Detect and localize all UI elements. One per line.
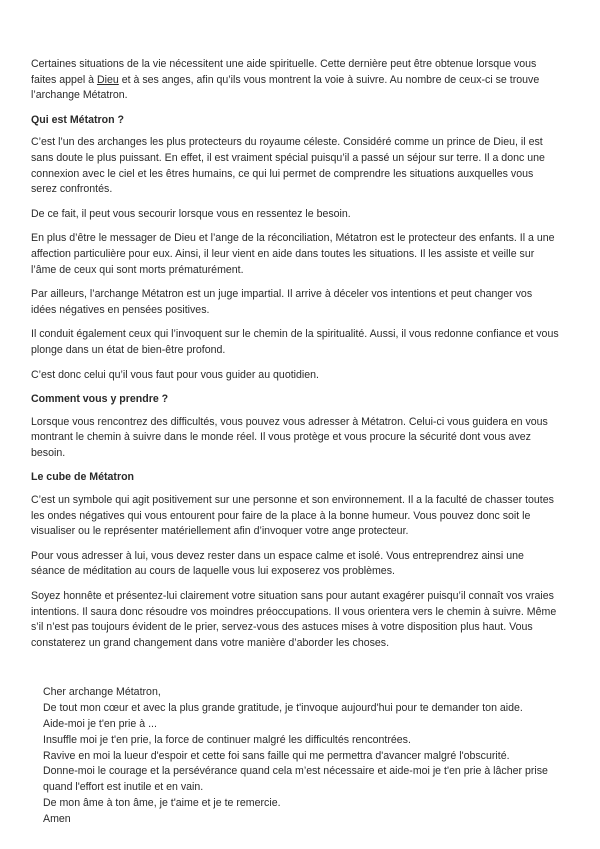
paragraph: En plus d’être le messager de Dieu et l’ange de la réconciliation, Métatron est le protecteur des enfants. Il a une affection particulière pour eux. Ainsi, il leur vient en aide dans toutes les situations. Il les assiste et veille sur l’âme de ceux qui sont morts prématurément. — [31, 232, 555, 276]
prayer-block — [31, 685, 560, 827]
paragraph: Lorsque vous rencontrez des difficultés, vous pouvez vous adresser à Métatron. Celui-ci vous guidera en vous montrant le chemin à suivre dans le monde réel. Il vous protège et vous procure la sécurité dont vous avez besoin. — [31, 415, 548, 459]
prayer-line: Insuffle moi je t'en prie, la force de continuer malgré les difficultés rencontrées. — [43, 733, 411, 746]
intro-paragraph — [31, 57, 560, 104]
section-heading-comment-vous-y-prendre: Comment vous y prendre ? — [31, 393, 169, 406]
prayer-line: Amen — [43, 812, 71, 825]
section-heading-cube-de-metatron: Le cube de Métatron — [31, 471, 135, 484]
prayer-line: De mon âme à ton âme, je t'aime et je te remercie. — [43, 796, 281, 809]
paragraph: Pour vous adresser à lui, vous devez rester dans un espace calme et isolé. Vous entreprendrez ainsi une séance de méditation au cours de laquelle vous lui exposerez vos problèmes. — [31, 549, 524, 578]
prayer-line: De tout mon cœur et avec la plus grande gratitude, je t'invoque aujourd'hui pour te demander ton aide. — [43, 702, 523, 715]
intro-text-end: et à ses anges, afin qu’ils vous montrent la voie à suivre. Au nombre de ceux-ci se trouve l’archange Métatron. — [31, 73, 540, 102]
paragraph: C’est l’un des archanges les plus protecteurs du royaume céleste. Considéré comme un prince de Dieu, il est sans doute le plus puissant. En effet, il est vraiment spécial puisqu’il a passé un séjour sur terre. Il a donc une connexion avec le ciel et les êtres humains, ce qui lui permet de comprendre les situations auxquelles vous serez confrontés. — [31, 136, 545, 196]
dieu-link[interactable]: Dieu — [96, 73, 119, 86]
paragraph: C’est donc celui qu’il vous faut pour vous guider au quotidien. — [31, 368, 319, 381]
prayer-line: Cher archange Métatron, — [43, 686, 161, 699]
prayer-line: Ravive en moi la lueur d'espoir et cette foi sans faille qui me permettra d'avancer malgré l'obscurité. — [43, 749, 510, 762]
prayer-line: Aide-moi je t'en prie à ... — [43, 718, 157, 730]
prayer-line: Donne-moi le courage et la persévérance quand cela m’est nécessaire et aide-moi je t'en prie à lâcher prise quand l'effort est inutile et en vain. — [43, 765, 548, 794]
intro-text-start: Certaines situations de la vie nécessitent une aide spirituelle. Cette dernière peut être obtenue lorsque vous faites appel à — [31, 58, 537, 86]
paragraph: Par ailleurs, l’archange Métatron est un juge impartial. Il arrive à déceler vos intentions et peut changer vos idées négatives en pensées positives. — [31, 288, 533, 316]
section-heading-qui-est-metatron: Qui est Métatron ? — [31, 113, 124, 126]
paragraph: C’est un symbole qui agit positivement sur une personne et son environnement. Il a la faculté de chasser toutes les ondes négatives qui vous entourent pour faire de la place à la bonne humeur. Vous pouvez donc soit le visualiser ou le représenter matériellement afin d’invoquer votre ange protecteur. — [31, 494, 554, 538]
paragraph: De ce fait, il peut vous secourir lorsque vous en ressentez le besoin. — [31, 207, 351, 220]
paragraph: Soyez honnête et présentez-lui clairement votre situation sans pour autant exagérer puisqu’il connaît vos vraies intentions. Il saura donc résoudre vos moindres préoccupations. Il vous orientera vers le chemin à suivre. Même s’il n’est pas toujours évident de le prier, servez-vous des astuces mises à votre disposition plus haut. Vous constaterez un grand changement dans votre manière d’aborder les choses. — [31, 590, 557, 649]
paragraph: Il conduit également ceux qui l’invoquent sur le chemin de la spiritualité. Aussi, il vous redonne confiance et vous plonge dans un état de bien-être profond. — [31, 328, 559, 356]
